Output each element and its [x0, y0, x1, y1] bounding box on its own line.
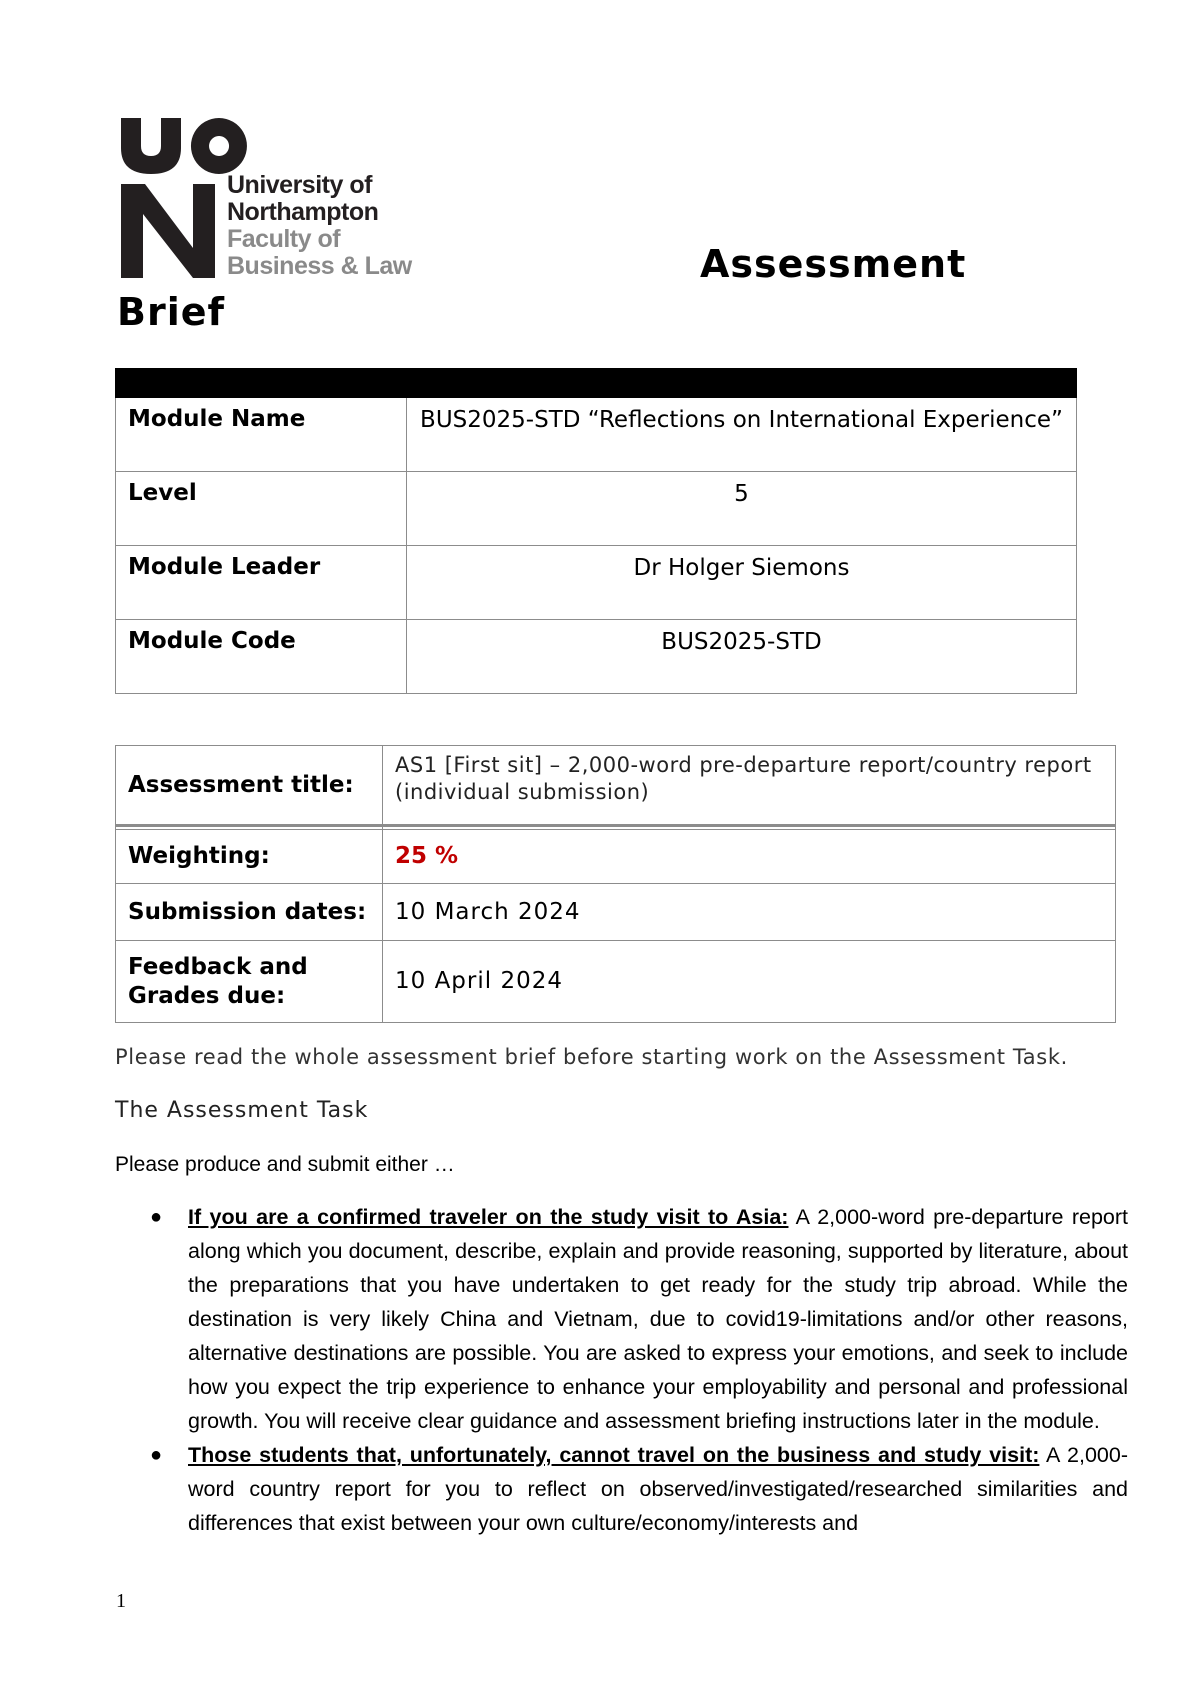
intro-paragraph: Please read the whole assessment brief before starting work on the Assessment Task.	[115, 1045, 1068, 1069]
table-header-bar	[116, 369, 1077, 398]
submission-dates-label: Submission dates:	[116, 884, 383, 941]
table-row	[116, 620, 1077, 694]
list-item	[150, 1200, 1128, 1438]
module-code-value: BUS2025-STD	[407, 620, 1077, 694]
weighting-label: Weighting:	[116, 830, 383, 884]
feedback-grades-label: Feedback and Grades due:	[116, 941, 383, 1023]
submission-dates-value: 10 March 2024	[383, 884, 1116, 941]
bullet-lead: If you are a confirmed traveler on the study visit to Asia:	[188, 1205, 789, 1229]
table-row	[116, 472, 1077, 546]
module-code-label: Module Code	[116, 620, 407, 694]
table-row	[116, 830, 1116, 884]
logo-wordmark	[227, 172, 412, 280]
bullet-icon: ●	[150, 1206, 163, 1228]
level-value: 5	[407, 472, 1077, 546]
logo-u-shape	[121, 118, 181, 174]
section-heading: The Assessment Task	[115, 1098, 369, 1123]
bullet-text: A 2,000-word country report for you to reflect on observed/investigated/researched similarities and differences that exist between your own culture/economy/interests and	[188, 1443, 1128, 1535]
module-name-label: Module Name	[116, 398, 407, 472]
feedback-grades-value: 10 April 2024	[383, 941, 1116, 1023]
table-row	[116, 398, 1077, 472]
logo-o-shape	[191, 118, 247, 174]
module-leader-label: Module Leader	[116, 546, 407, 620]
bullet-lead: Those students that, unfortunately, cannot travel on the business and study visit:	[188, 1443, 1040, 1467]
page-number: 1	[116, 1590, 126, 1612]
logo-line-1: University of	[227, 171, 372, 199]
module-leader-value: Dr Holger Siemons	[407, 546, 1077, 620]
table-row	[116, 941, 1116, 1023]
assessment-title-label: Assessment title:	[116, 746, 383, 826]
assessment-info-table	[115, 745, 1116, 1023]
bullet-icon: ●	[150, 1444, 163, 1466]
document-title-part2: Brief	[117, 290, 226, 334]
document-title-part1: Assessment	[700, 242, 967, 286]
logo-n-shape	[121, 184, 215, 278]
module-name-value: BUS2025-STD “Reflections on International Experience”	[407, 398, 1077, 472]
table-row	[116, 884, 1116, 941]
assessment-title-value: AS1 [First sit] – 2,000-word pre-departure report/country report (individual submission)	[383, 746, 1116, 826]
task-options-list	[150, 1200, 1128, 1540]
logo-line-2: Northampton	[227, 198, 379, 226]
table-row	[116, 746, 1116, 826]
module-info-table	[115, 368, 1077, 694]
bullet-text: A 2,000-word pre-departure report along which you document, describe, explain and provide reasoning, supported by literature, about the preparations that you have undertaken to get ready for the study trip abroad. While the destination is very likely China and Vietnam, due to covid19-limitations and/or other reasons, alternative destinations are possible. You are asked to express your emotions, and seek to include how you expect the trip experience to enhance your employability and personal and professional growth. You will receive clear guidance and assessment briefing instructions later in the module.	[188, 1205, 1128, 1433]
logo-line-3: Faculty of	[227, 225, 341, 253]
table-row	[116, 546, 1077, 620]
level-label: Level	[116, 472, 407, 546]
lead-in-text: Please produce and submit either …	[115, 1153, 455, 1176]
logo-line-4: Business & Law	[227, 252, 412, 280]
list-item	[150, 1438, 1128, 1540]
weighting-value: 25 %	[383, 830, 1116, 884]
